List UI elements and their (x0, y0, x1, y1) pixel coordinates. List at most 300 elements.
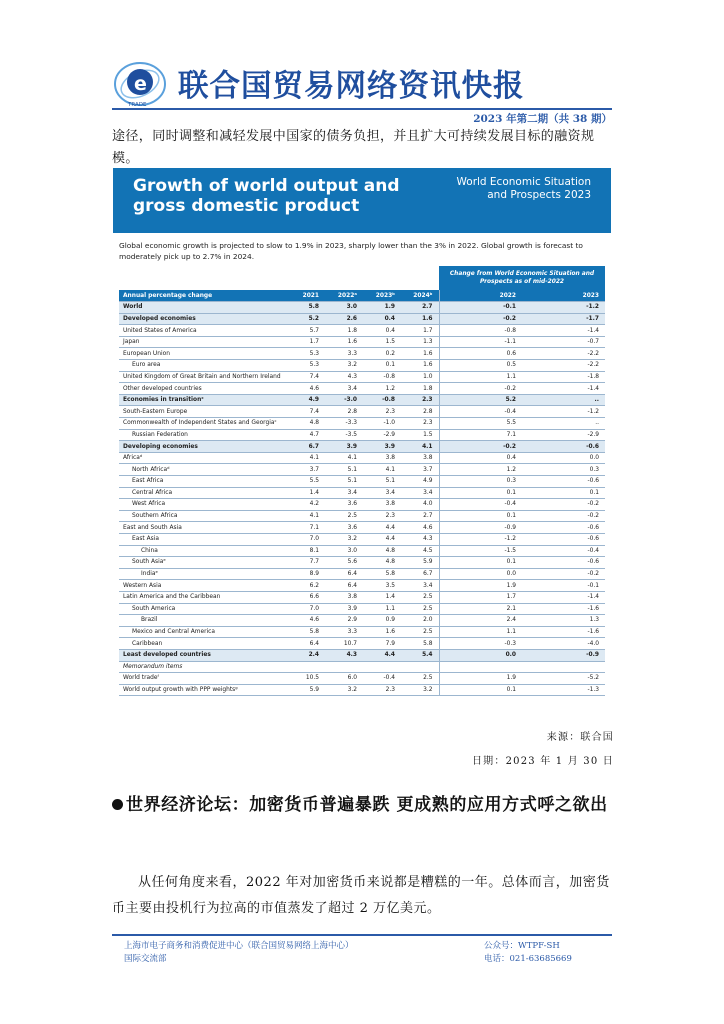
table-row (119, 406, 605, 418)
cell-value: .. (522, 418, 605, 430)
column-header: 2022ᵃ (325, 290, 363, 302)
row-label: Indiaᵉ (119, 568, 287, 580)
cell-value: 1.6 (325, 336, 363, 348)
table-row (119, 441, 605, 453)
cell-value: 6.4 (287, 638, 325, 650)
cell-value: 4.3 (401, 533, 439, 545)
table-row (119, 626, 605, 638)
cell-value: 2.6 (325, 313, 363, 325)
cell-value: 1.8 (325, 325, 363, 337)
header-divider (112, 108, 612, 110)
row-label: European Union (119, 348, 287, 360)
cell-value: 0.3 (439, 476, 522, 488)
cell-value: -0.7 (522, 336, 605, 348)
table-row (119, 429, 605, 441)
cell-value: 1.1 (439, 371, 522, 383)
cell-value: 3.8 (325, 591, 363, 603)
table-row (119, 452, 605, 464)
cell-value: 5.8 (363, 568, 401, 580)
table-row (119, 487, 605, 499)
cell-value: 1.6 (363, 626, 401, 638)
cell-value: 5.8 (401, 638, 439, 650)
cell-value: 3.9 (325, 441, 363, 453)
cell-value: 5.3 (287, 360, 325, 372)
cell-value: 10.7 (325, 638, 363, 650)
cell-value: -0.8 (363, 394, 401, 406)
article-headline (112, 790, 614, 820)
trade-logo-icon (112, 60, 172, 108)
logo-text: TRADE (128, 102, 147, 108)
cell-value: 1.9 (439, 673, 522, 685)
cell-value: 3.6 (325, 522, 363, 534)
cell-value: -2.9 (363, 429, 401, 441)
table-row (119, 383, 605, 395)
table-row (119, 394, 605, 406)
cell-value: 5.2 (287, 313, 325, 325)
cell-value: -3.3 (325, 418, 363, 430)
cell-value: 5.1 (363, 476, 401, 488)
cell-value: 7.0 (287, 533, 325, 545)
table-row (119, 684, 605, 696)
cell-value: 4.9 (401, 476, 439, 488)
row-label: East Africa (119, 476, 287, 488)
row-label: World tradeᶠ (119, 673, 287, 685)
cell-value: 4.6 (287, 615, 325, 627)
cell-value: 2.8 (401, 406, 439, 418)
cell-value: -1.6 (522, 626, 605, 638)
cell-value: -1.1 (439, 336, 522, 348)
cell-value: 6.4 (325, 580, 363, 592)
table-row (119, 661, 605, 673)
cell-value: 2.5 (325, 510, 363, 522)
cell-value: 0.0 (522, 452, 605, 464)
cell-value: 0.4 (439, 452, 522, 464)
cell-value: 0.1 (439, 684, 522, 696)
row-label: Japan (119, 336, 287, 348)
cell-value: -0.1 (522, 580, 605, 592)
table-row (119, 371, 605, 383)
cell-value: 2.7 (401, 510, 439, 522)
table-row (119, 313, 605, 325)
cell-value: 7.4 (287, 371, 325, 383)
table-row (119, 476, 605, 488)
cell-value: 0.1 (363, 360, 401, 372)
row-label: World (119, 302, 287, 314)
cell-value: 5.5 (287, 476, 325, 488)
cell-value: 1.7 (439, 591, 522, 603)
cell-value: 1.4 (363, 591, 401, 603)
table-row (119, 360, 605, 372)
cell-value: 1.2 (363, 383, 401, 395)
cell-value (439, 661, 522, 673)
row-label: East and South Asia (119, 522, 287, 534)
table-change-header-row (119, 266, 605, 290)
cell-value: -0.3 (439, 638, 522, 650)
cell-value: 0.3 (522, 464, 605, 476)
cell-value: -0.8 (439, 325, 522, 337)
cell-value: 6.7 (287, 441, 325, 453)
row-label: West Africa (119, 499, 287, 511)
cell-value: 3.4 (325, 383, 363, 395)
cell-value: 5.6 (325, 557, 363, 569)
cell-value: 0.1 (439, 510, 522, 522)
cell-value: 4.8 (363, 545, 401, 557)
table-row (119, 557, 605, 569)
cell-value: 3.8 (363, 499, 401, 511)
table-row (119, 638, 605, 650)
cell-value: 1.5 (401, 429, 439, 441)
cell-value: 3.2 (401, 684, 439, 696)
cell-value: 5.7 (287, 325, 325, 337)
issue-number: 2023 年第二期（共 38 期） (473, 113, 612, 125)
table-row (119, 533, 605, 545)
cell-value: 4.3 (325, 371, 363, 383)
cell-value: 4.1 (401, 441, 439, 453)
cell-value: 4.8 (287, 418, 325, 430)
row-label: Central Africa (119, 487, 287, 499)
cell-value: 1.2 (439, 464, 522, 476)
cell-value: 2.3 (363, 684, 401, 696)
cell-value: 6.4 (325, 568, 363, 580)
cell-value: 2.3 (363, 406, 401, 418)
table-row (119, 615, 605, 627)
row-label: Developed economies (119, 313, 287, 325)
cell-value: -0.2 (522, 499, 605, 511)
row-label: South Asiaᵉ (119, 557, 287, 569)
cell-value: 0.1 (522, 487, 605, 499)
row-label: Southern Africa (119, 510, 287, 522)
cell-value: 5.8 (287, 302, 325, 314)
footer-divider (112, 934, 612, 936)
cell-value: 4.5 (401, 545, 439, 557)
cell-value: 1.7 (287, 336, 325, 348)
cell-value: 3.6 (325, 499, 363, 511)
row-label: Russian Federation (119, 429, 287, 441)
cell-value: -1.8 (522, 371, 605, 383)
cell-value: 0.1 (439, 487, 522, 499)
row-label: North Africaᵈ (119, 464, 287, 476)
cell-value: 3.0 (325, 545, 363, 557)
cell-value: 3.4 (325, 487, 363, 499)
cell-value: -0.6 (522, 522, 605, 534)
cell-value: 4.1 (325, 452, 363, 464)
cell-value: 1.5 (363, 336, 401, 348)
cell-value: -0.8 (363, 371, 401, 383)
cell-value: 1.9 (363, 302, 401, 314)
cell-value: 3.2 (325, 360, 363, 372)
row-label: Brazil (119, 615, 287, 627)
table-row (119, 510, 605, 522)
cell-value (522, 661, 605, 673)
cell-value: 7.9 (363, 638, 401, 650)
row-label: Commonwealth of Independent States and Georgiaᶜ (119, 418, 287, 430)
cell-value: 1.3 (522, 615, 605, 627)
row-label: Euro area (119, 360, 287, 372)
table-row (119, 673, 605, 685)
cell-value: 0.2 (363, 348, 401, 360)
column-header: Annual percentage change (119, 290, 287, 302)
cell-value: -0.2 (439, 313, 522, 325)
cell-value: 3.4 (363, 487, 401, 499)
column-header: 2021 (287, 290, 325, 302)
svg-text:e: e (134, 73, 147, 95)
row-label: South America (119, 603, 287, 615)
cell-value: 5.9 (287, 684, 325, 696)
cell-value: .. (522, 394, 605, 406)
cell-value: 4.3 (325, 649, 363, 661)
cell-value: 4.4 (363, 533, 401, 545)
cell-value: -2.2 (522, 348, 605, 360)
cell-value: -3.0 (325, 394, 363, 406)
cell-value: 3.8 (401, 452, 439, 464)
row-label: Western Asia (119, 580, 287, 592)
row-label: Economies in transitionᶜ (119, 394, 287, 406)
cell-value: -0.1 (439, 302, 522, 314)
cell-value: 3.7 (287, 464, 325, 476)
cell-value: 5.2 (439, 394, 522, 406)
cell-value: -0.4 (439, 406, 522, 418)
cell-value: 2.3 (401, 394, 439, 406)
change-header: Change from World Economic Situation and Prospects as of mid-2022 (439, 266, 605, 290)
cell-value: 1.0 (401, 371, 439, 383)
table-row (119, 302, 605, 314)
cell-value: -1.4 (522, 383, 605, 395)
cell-value: 4.2 (287, 499, 325, 511)
row-label: South-Eastern Europe (119, 406, 287, 418)
cell-value: 0.4 (363, 313, 401, 325)
cell-value: -0.4 (439, 499, 522, 511)
cell-value: 4.0 (401, 499, 439, 511)
cell-value: 5.1 (325, 464, 363, 476)
cell-value: -0.6 (522, 533, 605, 545)
newsletter-title: 联合国贸易网络资讯快报 (178, 69, 525, 104)
cell-value: 0.4 (363, 325, 401, 337)
cell-value: -1.6 (522, 603, 605, 615)
row-label: United States of America (119, 325, 287, 337)
table-row (119, 348, 605, 360)
column-header: 2023ᵇ (363, 290, 401, 302)
cell-value: -0.2 (522, 568, 605, 580)
row-label: Latin America and the Caribbean (119, 591, 287, 603)
cell-value: 3.5 (363, 580, 401, 592)
column-header: 2024ᵇ (401, 290, 439, 302)
cell-value: 3.4 (401, 580, 439, 592)
cell-value: 3.7 (401, 464, 439, 476)
intro-paragraph: 途径，同时调整和减轻发展中国家的债务负担，并且扩大可持续发展目标的融资规模。 (112, 129, 595, 166)
figure-report-name: World Economic Situation and Prospects 2023 (456, 176, 591, 201)
cell-value: -0.9 (522, 649, 605, 661)
cell-value: 4.4 (363, 522, 401, 534)
cell-value: -5.2 (522, 673, 605, 685)
table-row (119, 325, 605, 337)
cell-value: 2.8 (325, 406, 363, 418)
cell-value: 5.5 (439, 418, 522, 430)
cell-value: 2.5 (401, 603, 439, 615)
source-line: 来源：联合国 (546, 732, 614, 743)
cell-value: -3.5 (325, 429, 363, 441)
cell-value: -2.2 (522, 360, 605, 372)
cell-value: 4.6 (401, 522, 439, 534)
cell-value: 2.1 (439, 603, 522, 615)
row-label: East Asia (119, 533, 287, 545)
cell-value: 1.8 (401, 383, 439, 395)
cell-value: -1.2 (522, 406, 605, 418)
table-row (119, 336, 605, 348)
cell-value: 4.8 (363, 557, 401, 569)
growth-table (119, 266, 605, 696)
table-row (119, 591, 605, 603)
table-row (119, 418, 605, 430)
cell-value: 2.5 (401, 626, 439, 638)
cell-value: 1.1 (439, 626, 522, 638)
cell-value: -0.2 (439, 383, 522, 395)
cell-value: 0.0 (439, 649, 522, 661)
cell-value: 1.7 (401, 325, 439, 337)
row-label: Africaᵈ (119, 452, 287, 464)
cell-value: 0.1 (439, 557, 522, 569)
cell-value: 2.5 (401, 591, 439, 603)
cell-value: 1.6 (401, 360, 439, 372)
cell-value: -1.4 (522, 325, 605, 337)
cell-value (287, 661, 325, 673)
cell-value: -2.9 (522, 429, 605, 441)
cell-value: 2.9 (325, 615, 363, 627)
cell-value: -0.9 (439, 522, 522, 534)
cell-value: 3.9 (363, 441, 401, 453)
cell-value: 1.9 (439, 580, 522, 592)
headline-text: 世界经济论坛：加密货币普遍暴跌 更成熟的应用方式呼之欲出 (126, 795, 608, 815)
cell-value: 0.9 (363, 615, 401, 627)
figure-title: Growth of world output and gross domestic product (133, 176, 400, 216)
cell-value: -1.0 (363, 418, 401, 430)
row-label: Memorandum items (119, 661, 287, 673)
cell-value: 3.4 (401, 487, 439, 499)
row-label: Least developed countries (119, 649, 287, 661)
cell-value: 4.1 (287, 452, 325, 464)
date-line: 日期：2023 年 1 月 30 日 (471, 756, 614, 767)
cell-value: 7.7 (287, 557, 325, 569)
cell-value: -1.2 (439, 533, 522, 545)
cell-value: 5.1 (325, 476, 363, 488)
cell-value: 7.4 (287, 406, 325, 418)
bullet-icon (112, 799, 123, 810)
footer-contact (484, 940, 572, 966)
figure-intro: Global economic growth is projected to slow to 1.9% in 2023, sharply lower than the 3% in 2022. Global growth is forecast to moderately pick up to 2.7% in 2024. (119, 241, 583, 261)
cell-value: 1.6 (401, 313, 439, 325)
cell-value: -1.5 (439, 545, 522, 557)
cell-value: 4.1 (287, 510, 325, 522)
cell-value: -1.2 (522, 302, 605, 314)
cell-value: -0.6 (522, 476, 605, 488)
cell-value: 4.9 (287, 394, 325, 406)
cell-value: 6.6 (287, 591, 325, 603)
cell-value: -4.0 (522, 638, 605, 650)
cell-value: 1.4 (287, 487, 325, 499)
table-row (119, 464, 605, 476)
cell-value: 4.1 (363, 464, 401, 476)
article-paragraph: 从任何角度来看，2022 年对加密货币来说都是糟糕的一年。总体而言，加密货币主要由投机行为拉高的市值蒸发了超过 2 万亿美元。 (112, 875, 610, 916)
cell-value: 3.3 (325, 348, 363, 360)
cell-value: -0.6 (522, 557, 605, 569)
cell-value: 4.6 (287, 383, 325, 395)
table-row (119, 522, 605, 534)
cell-value: 2.4 (287, 649, 325, 661)
row-label: Other developed countries (119, 383, 287, 395)
cell-value: 3.2 (325, 533, 363, 545)
cell-value: -0.6 (522, 441, 605, 453)
row-label: United Kingdom of Great Britain and Northern Ireland (119, 371, 287, 383)
cell-value: 3.2 (325, 684, 363, 696)
column-header: 2023 (522, 290, 605, 302)
cell-value: 6.7 (401, 568, 439, 580)
un-growth-figure (113, 168, 611, 718)
table-row (119, 499, 605, 511)
footer-wechat: 公众号：WTPF-SH (484, 941, 560, 951)
cell-value: 5.8 (287, 626, 325, 638)
figure-banner (113, 168, 611, 233)
table-header-row (119, 290, 605, 302)
table-row (119, 649, 605, 661)
cell-value: 4.4 (363, 649, 401, 661)
cell-value: 5.4 (401, 649, 439, 661)
cell-value: 1.6 (401, 348, 439, 360)
cell-value: 2.5 (401, 673, 439, 685)
cell-value: 4.7 (287, 429, 325, 441)
cell-value: 0.5 (439, 360, 522, 372)
cell-value: 3.9 (325, 603, 363, 615)
cell-value: -1.4 (522, 591, 605, 603)
cell-value: 3.0 (325, 302, 363, 314)
cell-value: 0.0 (439, 568, 522, 580)
cell-value: 7.1 (287, 522, 325, 534)
table-row (119, 580, 605, 592)
cell-value: 3.8 (363, 452, 401, 464)
cell-value: 8.9 (287, 568, 325, 580)
table-row (119, 603, 605, 615)
cell-value: 8.1 (287, 545, 325, 557)
row-label: Mexico and Central America (119, 626, 287, 638)
cell-value: 0.6 (439, 348, 522, 360)
cell-value (325, 661, 363, 673)
cell-value: 6.0 (325, 673, 363, 685)
cell-value: 5.9 (401, 557, 439, 569)
footer-org-line1: 上海市电子商务和消费促进中心（联合国贸易网络上海中心） (124, 941, 354, 951)
row-label: World output growth with PPP weightsᵍ (119, 684, 287, 696)
cell-value: 7.0 (287, 603, 325, 615)
column-header: 2022 (439, 290, 522, 302)
cell-value: 7.1 (439, 429, 522, 441)
row-label: Caribbean (119, 638, 287, 650)
cell-value: 1.3 (401, 336, 439, 348)
cell-value: -0.4 (522, 545, 605, 557)
cell-value: 2.7 (401, 302, 439, 314)
footer-org (124, 940, 354, 966)
cell-value: 6.2 (287, 580, 325, 592)
cell-value: -0.2 (439, 441, 522, 453)
cell-value: 2.3 (401, 418, 439, 430)
newsletter-header (112, 56, 612, 112)
table-row (119, 568, 605, 580)
cell-value: 2.4 (439, 615, 522, 627)
cell-value: 3.3 (325, 626, 363, 638)
cell-value (363, 661, 401, 673)
footer-org-line2: 国际交流部 (124, 954, 167, 964)
cell-value: 2.3 (363, 510, 401, 522)
footer-phone: 电话：021-63685669 (484, 954, 572, 964)
cell-value: -0.2 (522, 510, 605, 522)
table-row (119, 545, 605, 557)
cell-value (401, 661, 439, 673)
